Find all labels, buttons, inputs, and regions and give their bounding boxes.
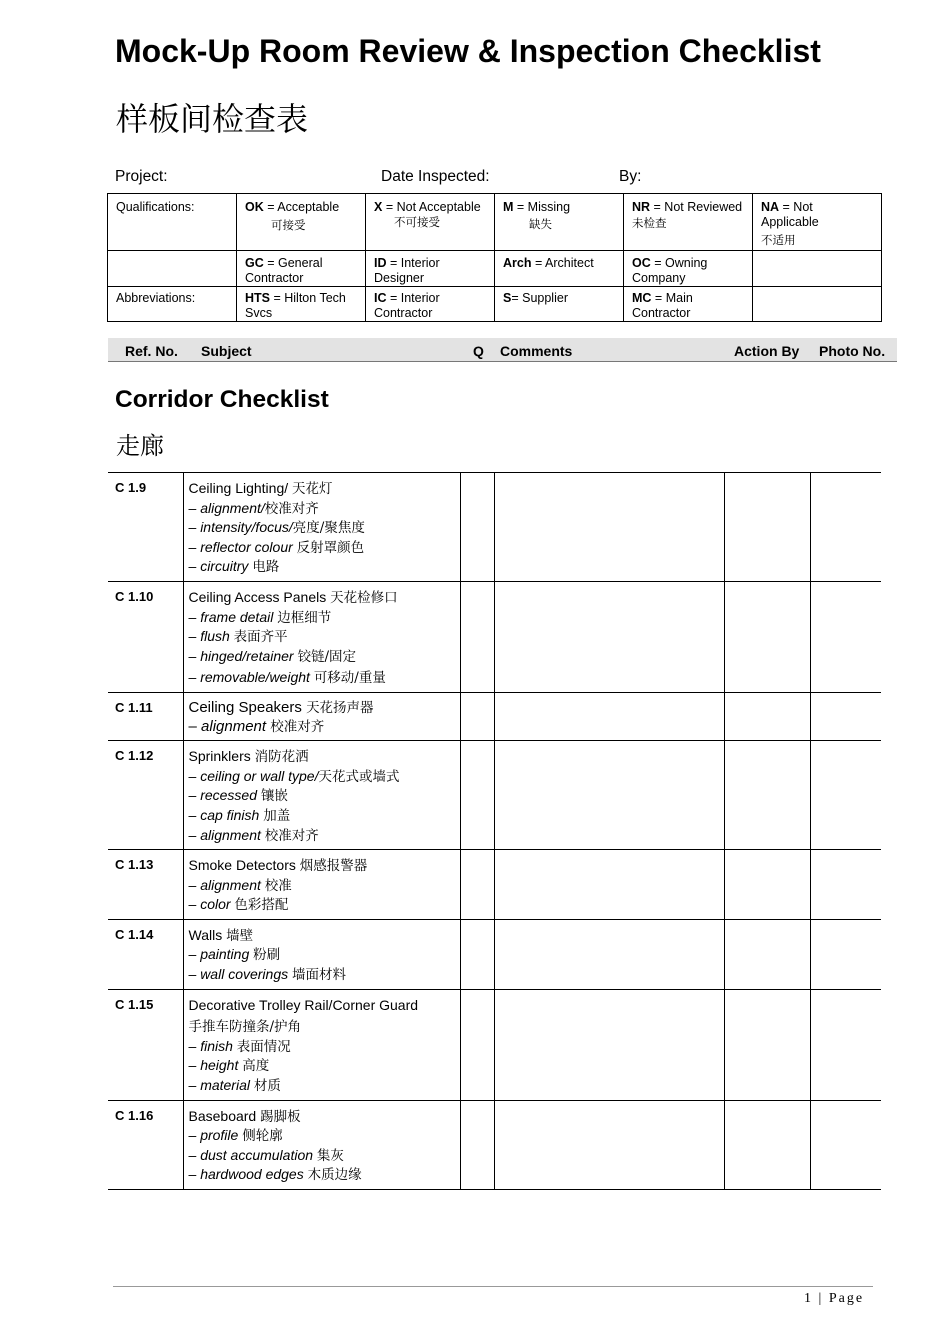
subject-item: – ceiling or wall type/天花式或墙式 — [188, 767, 400, 785]
comments-cell[interactable] — [494, 741, 724, 850]
col-photo-no: Photo No. — [819, 343, 886, 359]
subject-item: – removable/weight 可移动/重量 — [188, 669, 386, 687]
comments-cell[interactable] — [494, 989, 724, 1100]
legend-row-abbrev-1 — [108, 251, 882, 287]
checklist-table — [108, 472, 881, 1190]
subject-item: – height 高度 — [188, 1057, 270, 1075]
photo-no-cell[interactable] — [810, 692, 881, 740]
subject-item: – wall coverings 墙面材料 — [188, 966, 347, 984]
legend-na: NA = Not Applicable 不适用 — [753, 194, 882, 251]
checklist-row — [108, 473, 881, 582]
subject-item: – alignment 校准对齐 — [188, 826, 319, 844]
comments-cell[interactable] — [494, 1100, 724, 1189]
legend-s: S= Supplier — [495, 287, 624, 322]
abbreviations-label: Abbreviations: — [108, 287, 237, 322]
by-label: By: — [619, 168, 642, 185]
subject-item: – hinged/retainer 铰链/固定 — [188, 647, 357, 665]
subject-item: – material 材质 — [188, 1077, 281, 1095]
col-subject: Subject — [201, 343, 252, 359]
subject-item: – painting 粉刷 — [188, 946, 281, 964]
subject-cell — [183, 850, 460, 920]
section-subtitle: 走廊 — [116, 432, 164, 460]
subject-heading: Sprinklers 消防花洒 — [188, 748, 309, 766]
checklist-row — [108, 741, 881, 850]
subject-item: – hardwood edges 木质边缘 — [188, 1166, 362, 1184]
legend-empty-cell — [753, 251, 882, 287]
subject-heading: Ceiling Access Panels 天花检修口 — [188, 588, 398, 606]
q-cell[interactable] — [460, 473, 494, 582]
subject-item: – finish 表面情况 — [188, 1037, 291, 1055]
subject-cell — [183, 989, 460, 1100]
photo-no-cell[interactable] — [810, 581, 881, 692]
subject-item: – cap finish 加盖 — [188, 806, 291, 824]
page-number: 1 | Page — [804, 1291, 865, 1306]
footer-divider — [113, 1286, 873, 1287]
comments-cell[interactable] — [494, 850, 724, 920]
legend-gc: GC = General Contractor — [237, 251, 366, 287]
comments-cell[interactable] — [494, 692, 724, 740]
subject-heading: Smoke Detectors 烟感报警器 — [188, 857, 368, 875]
col-action-by: Action By — [734, 343, 800, 359]
legend-id: ID = Interior Designer — [366, 251, 495, 287]
legend-mc: MC = Main Contractor — [624, 287, 753, 322]
photo-no-cell[interactable] — [810, 989, 881, 1100]
legend-row-qualifications — [108, 194, 882, 251]
legend-oc: OC = Owning Company — [624, 251, 753, 287]
checklist-row — [108, 581, 881, 692]
subject-heading: Baseboard 踢脚板 — [188, 1107, 301, 1125]
checklist-row — [108, 919, 881, 989]
legend-row-abbrev-2 — [108, 287, 882, 322]
ref-no: C 1.12 — [115, 748, 154, 764]
legend-nr: NR = Not Reviewed 未检查 — [624, 194, 753, 251]
subject-item: – flush 表面齐平 — [188, 628, 288, 646]
legend-hts: HTS = Hilton Tech Svcs — [237, 287, 366, 322]
subject-item: – alignment 校准 — [188, 876, 292, 894]
checklist-row — [108, 989, 881, 1100]
action-by-cell[interactable] — [724, 1100, 810, 1189]
document-subtitle: 样板间检查表 — [116, 100, 309, 138]
date-inspected-label: Date Inspected: — [381, 168, 490, 185]
ref-no: C 1.9 — [115, 480, 147, 495]
action-by-cell[interactable] — [724, 581, 810, 692]
comments-cell[interactable] — [494, 581, 724, 692]
document-title: Mock-Up Room Review & Inspection Checklist — [115, 33, 821, 69]
legend-ic: IC = Interior Contractor — [366, 287, 495, 322]
checklist-row — [108, 1100, 881, 1189]
legend-x: X = Not Acceptable 不可接受 — [366, 194, 495, 251]
ref-no: C 1.11 — [115, 699, 153, 715]
legend-m: M = Missing 缺失 — [495, 194, 624, 251]
q-cell[interactable] — [460, 989, 494, 1100]
ref-no: C 1.14 — [115, 926, 154, 942]
q-cell[interactable] — [460, 692, 494, 740]
subject-item: – alignment/校准对齐 — [188, 499, 319, 517]
col-comments: Comments — [500, 343, 573, 359]
ref-no: C 1.10 — [115, 588, 154, 604]
subject-item: – dust accumulation 集灰 — [188, 1146, 344, 1164]
photo-no-cell[interactable] — [810, 919, 881, 989]
action-by-cell[interactable] — [724, 473, 810, 582]
subject-item: – circuitry 电路 — [188, 558, 280, 576]
q-cell[interactable] — [460, 741, 494, 850]
subject-item: – frame detail 边框细节 — [188, 608, 332, 626]
checklist-row — [108, 692, 881, 740]
subject-item: – recessed 镶嵌 — [188, 787, 288, 805]
comments-cell[interactable] — [494, 919, 724, 989]
subject-cell — [183, 741, 460, 850]
subject-heading: Ceiling Speakers 天花扬声器 — [188, 698, 374, 716]
subject-item: – alignment 校准对齐 — [188, 717, 325, 735]
subject-item: – intensity/focus/亮度/聚焦度 — [188, 519, 365, 537]
project-label: Project: — [115, 168, 168, 185]
subject-item: – color 色彩搭配 — [188, 896, 289, 914]
subject-cell — [183, 1100, 460, 1189]
section-title: Corridor Checklist — [115, 386, 329, 413]
subject-item: – profile 侧轮廓 — [188, 1127, 283, 1145]
subject-cell — [183, 581, 460, 692]
col-ref-no: Ref. No. — [125, 343, 178, 359]
subject-heading: Ceiling Lighting/ 天花灯 — [188, 480, 333, 497]
legend-empty-cell — [753, 287, 882, 322]
comments-cell[interactable] — [494, 473, 724, 582]
q-cell[interactable] — [460, 581, 494, 692]
legend-table — [107, 193, 882, 322]
action-by-cell[interactable] — [724, 989, 810, 1100]
legend-ok: OK = Acceptable 可接受 — [237, 194, 366, 251]
subject-cell — [183, 919, 460, 989]
subject-cell — [183, 473, 460, 582]
action-by-cell[interactable] — [724, 741, 810, 850]
checklist-row — [108, 850, 881, 920]
qualifications-label: Qualifications: — [108, 194, 237, 251]
photo-no-cell[interactable] — [810, 1100, 881, 1189]
subject-cell — [183, 692, 460, 740]
col-q: Q — [473, 343, 484, 359]
legend-arch: Arch = Architect — [495, 251, 624, 287]
subject-heading: Walls 墙壁 — [188, 926, 254, 944]
ref-no: C 1.13 — [115, 857, 154, 873]
column-header-bar — [108, 338, 897, 362]
action-by-cell[interactable] — [724, 692, 810, 740]
ref-no: C 1.15 — [115, 996, 154, 1012]
photo-no-cell[interactable] — [810, 741, 881, 850]
photo-no-cell[interactable] — [810, 473, 881, 582]
photo-no-cell[interactable] — [810, 850, 881, 920]
action-by-cell[interactable] — [724, 850, 810, 920]
q-cell[interactable] — [460, 1100, 494, 1189]
subject-item: – reflector colour 反射罩颜色 — [188, 538, 365, 556]
q-cell[interactable] — [460, 919, 494, 989]
ref-no: C 1.16 — [115, 1107, 154, 1123]
subject-heading: Decorative Trolley Rail/Corner Guard 手推车防撞条/护角 — [188, 996, 419, 1036]
legend-empty-cell — [108, 251, 237, 287]
action-by-cell[interactable] — [724, 919, 810, 989]
q-cell[interactable] — [460, 850, 494, 920]
